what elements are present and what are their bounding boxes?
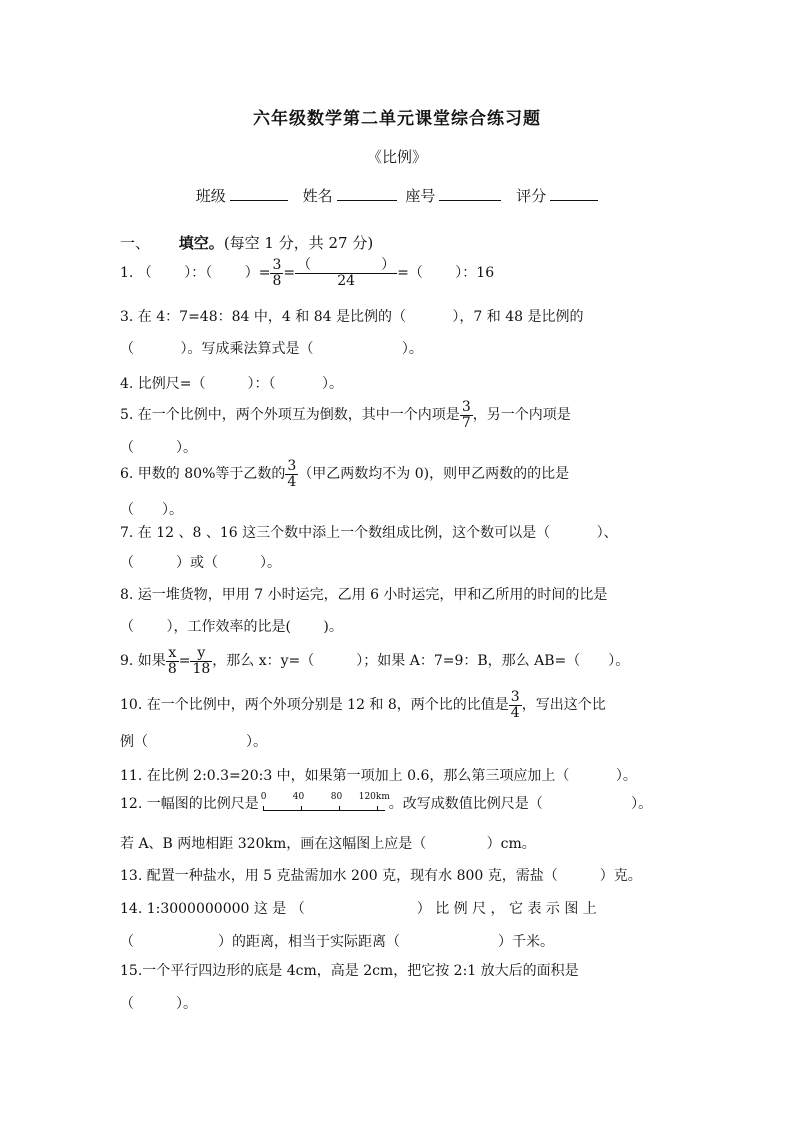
q12-tail: 。改写成数值比例尺是（ ）。	[388, 796, 653, 812]
name-label: 姓名	[302, 187, 333, 205]
frac-den: 4	[287, 473, 297, 490]
frac-num: 3	[510, 689, 520, 705]
score-blank[interactable]	[550, 186, 598, 201]
q1-fraction-3-8	[270, 258, 283, 288]
q12-lead: 12. 一幅图的比例尺是	[120, 796, 259, 812]
scale-tick-label: 80	[330, 792, 343, 802]
q1-fraction-blank-24	[295, 258, 397, 288]
question-8-line-1: 8. 运一堆货物，甲用 7 小时运完，乙用 6 小时运完，甲和乙所用的时间的比是	[120, 587, 608, 603]
scale-line	[263, 810, 385, 811]
question-4: 4. 比例尺=（ ）：（ ）。	[120, 376, 343, 392]
question-5-line-1	[120, 400, 571, 430]
question-9	[120, 646, 629, 676]
frac-num[interactable]: （ ）	[297, 257, 396, 273]
frac-num: y	[190, 646, 212, 662]
q9-equals: =	[178, 653, 191, 670]
question-12-line-2: 若 A、B 两地相距 320km，画在这幅图上应是（ ）cm。	[120, 836, 536, 852]
score-label: 评分	[516, 187, 547, 205]
q9-tail: ，那么 x：y=（ ）；如果 A：7=9：B，那么 AB=（ ）。	[212, 653, 630, 670]
q5-tail: ，另一个内项是	[472, 407, 571, 424]
q5-fraction-3-7	[460, 400, 473, 430]
question-1	[120, 258, 494, 288]
scale-tick	[339, 806, 340, 811]
scale-tick-label: 0	[260, 792, 267, 802]
q9-fraction-y-18	[190, 646, 212, 676]
question-14-line-2: （ ）的距离，相当于实际距离（ ）千米。	[120, 934, 554, 950]
seat-blank[interactable]	[439, 186, 501, 201]
frac-num: 3	[287, 458, 297, 474]
question-12-line-1	[120, 793, 652, 814]
section-note: (每空 1 分，共 27 分)	[223, 234, 374, 252]
question-10-line-2: 例（ ）。	[120, 734, 267, 750]
question-13: 13. 配置一种盐水，用 5 克盐需加水 200 克，现有水 800 克，需盐（ ）克。	[120, 868, 642, 884]
question-8-line-2: （ ），工作效率的比是( )。	[120, 619, 343, 635]
section-heading: 填空。	[178, 234, 224, 252]
question-5-line-2: （ ）。	[120, 440, 197, 456]
q10-lead: 10. 在一个比例中，两个外项分别是 12 和 8，两个比的比值是	[120, 697, 509, 714]
question-15-line-2: （ ）。	[120, 996, 197, 1012]
question-14-line-1: 14. 1:3000000000 这 是 （ ） 比 例 尺 ， 它 表 示 图 上	[120, 901, 597, 917]
page-title: 六年级数学第二单元课堂综合练习题	[253, 109, 541, 129]
question-10-line-1	[120, 690, 606, 720]
q6-lead: 6. 甲数的 80%等于乙数的	[120, 466, 286, 483]
scale-tick-label: 40	[292, 792, 305, 802]
name-blank[interactable]	[337, 186, 397, 201]
question-11: 11. 在比例 2:0.3=20:3 中，如果第一项加上 0.6，那么第三项应加上（ ）。	[120, 768, 637, 784]
q1-equals: =	[283, 265, 296, 282]
q1-lead: 1. （ ）：（ ）=	[120, 265, 271, 282]
q10-fraction-3-4	[509, 690, 522, 720]
frac-den: 8	[167, 660, 177, 677]
question-15-line-1: 15.一个平行四边形的底是 4cm，高是 2cm，把它按 2:1 放大后的面积是	[120, 963, 579, 979]
scale-tick	[301, 806, 302, 811]
question-3-line-2: （ ）。写成乘法算式是（ ）。	[120, 341, 423, 357]
section-number: 一、	[120, 234, 151, 252]
question-7-line-2: （ ）或（ ）。	[120, 555, 281, 571]
frac-den: 7	[461, 414, 471, 431]
q5-lead: 5. 在一个比例中，两个外项互为倒数，其中一个内项是	[120, 407, 460, 424]
seat-label: 座号	[405, 187, 436, 205]
q1-tail: =（ ）：16	[397, 265, 495, 282]
student-info-row	[0, 185, 794, 206]
q10-tail: ，写出这个比	[521, 697, 606, 714]
frac-den: 4	[510, 704, 520, 721]
section-header	[120, 232, 373, 253]
frac-den: 24	[337, 272, 356, 289]
frac-num: 3	[272, 257, 282, 273]
q6-fraction-3-4	[285, 459, 298, 489]
line-scale-bar	[260, 792, 390, 814]
class-label: 班级	[195, 187, 226, 205]
class-blank[interactable]	[230, 186, 288, 201]
frac-den: 18	[192, 660, 211, 677]
scale-tick	[377, 806, 378, 811]
frac-den: 8	[272, 272, 282, 289]
scale-tick	[263, 806, 264, 811]
page-subtitle: 《比例》	[366, 148, 427, 166]
q9-lead: 9. 如果	[120, 653, 166, 670]
question-7-line-1: 7. 在 12 、8 、16 这三个数中添上一个数组成比例，这个数可以是（ ）、	[120, 525, 618, 541]
q6-tail: （甲乙两数均不为 0)，则甲乙两数的的比是	[298, 466, 570, 483]
q9-fraction-x-8	[166, 646, 179, 676]
question-6-line-1	[120, 459, 569, 489]
frac-num: x	[166, 646, 179, 662]
question-6-line-2: （ ）。	[120, 502, 183, 518]
frac-num: 3	[461, 399, 471, 415]
scale-tick-label: 120km	[358, 792, 390, 802]
question-3-line-1: 3. 在 4：7=48：84 中，4 和 84 是比例的（ ），7 和 48 是比例的	[120, 309, 584, 325]
